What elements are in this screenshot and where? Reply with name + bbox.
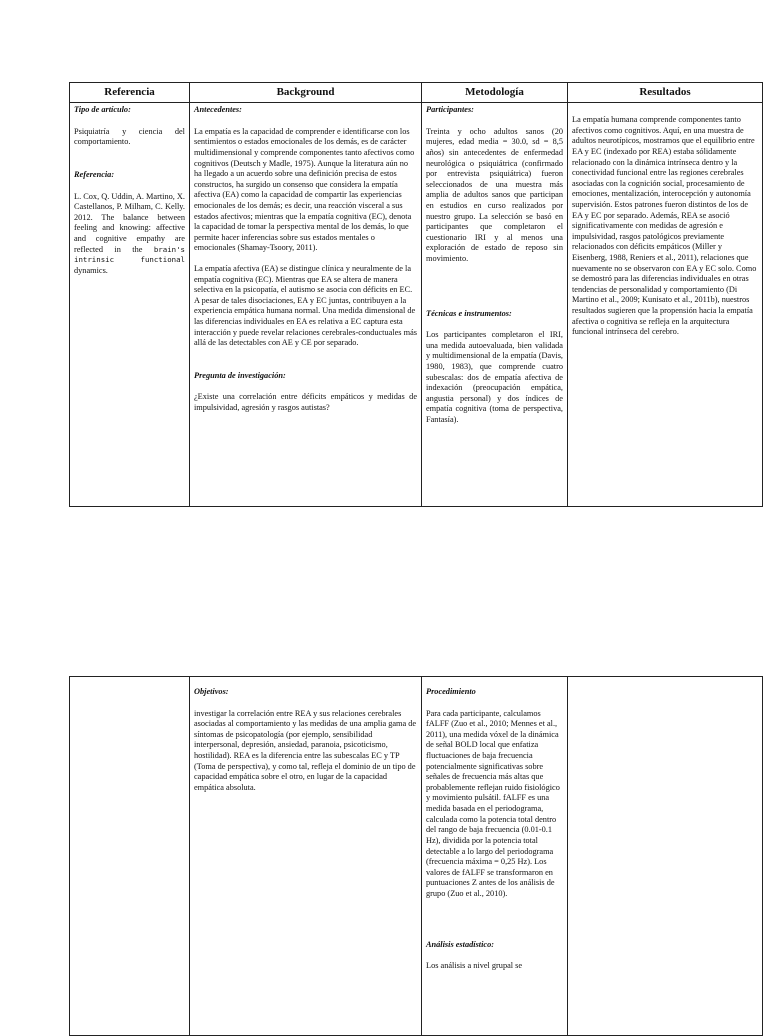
participantes-text: Treinta y ocho adultos sanos (20 mujeres, edad media = 30.0, sd = 8,5 años) sin antecedentes de enfermedad neurológica o psiquiátrica (confirmado por entrevista psiquiátrica) fueron seleccionados de una muestra más amplia de adultos sanos que participan en estudios en curso realizados por nuestro grupo. La selección se basó en participantes que completaron el cuestionario IRI y al menos una exploración de estado de reposo sin movimiento. xyxy=(426,126,563,263)
referencia-text-b: brain's intrinsic functional xyxy=(74,244,185,265)
content-row-2 xyxy=(70,677,763,1036)
referencia-text-c: dynamics. xyxy=(74,265,108,275)
participantes-label: Participantes: xyxy=(426,105,474,115)
cell-objetivos xyxy=(190,677,422,1036)
referencia-text-a: L. Cox, Q. Uddin, A. Martino, X. Castellanos, P. Milham, C. Kelly. 2012. The balance between feeling and knowing: affective and cognitive empathy are reflected in the xyxy=(74,191,185,254)
objetivos-label: Objetivos: xyxy=(194,687,229,696)
cell-metodologia xyxy=(422,103,568,507)
objetivos-text: investigar la correlación entre REA y sus relaciones cerebrales asociadas al comportamiento y las medidas de una amplia gama de síntomas de psicopatología (por ejemplo, sensibilidad interpersonal, depresión, ansiedad, paranoia, psicoticismo, hostilidad). REA es la diferencia entre las subescalas EC y TP (Toma de perspectiva), y como tal, refleja el dominio de un tipo de capacidad empática sobre el otro, en lugar de la capacidad empática absoluta. xyxy=(194,708,417,792)
tipo-articulo-label: Tipo de artículo: xyxy=(74,105,131,115)
referencia-value xyxy=(74,192,185,277)
pregunta-text: ¿Existe una correlación entre déficits empáticos y medidas de impulsividad, agresión y rasgos autistas? xyxy=(194,392,417,413)
summary-table-2 xyxy=(69,676,763,1036)
antecedentes-label: Antecedentes: xyxy=(194,105,242,115)
resultados-text: La empatía humana comprende componentes tanto afectivos como cognitivos. Aquí, en una muestra de adultos neurotípicos, mostramos que el equilibrio entre EA y EC (indexado por REA) estaba sólidamente relacionado con la dinámica intrínseca dentro y la conectividad funcional entre las regiones cerebrales asociadas con la cognición social, procesamiento de emociones, mentalización, interocepción y autonomía supervisión. Estos patrones fueron distintos de los de EA y EC por separado. Además, REA se asoció significativamente con medidas de agresión e impulsividad, rasgos patológicos previamente relacionados con déficits empáticos (Miller y Eisenberg, 1988, Reniers et al., 2011), relaciones que nuevamente no se observaron con EA y EC solo. Como se demostró para las diferencias individuales en otras tendencias de personalidad y comportamiento (Di Martino et al., 2009; Kunisato et al., 2011b), nuestros resultados sugieren que la propensión hacia la empatía afectiva o cognitiva se refleja en la arquitectura funcional intrínseca del cerebro. xyxy=(572,115,757,337)
antecedentes-p1: La empatía es la capacidad de comprender e identificarse con los sentimientos o estados emocionales de los demás, es de carácter multidimensional y comprende componentes tanto afectivos como cognitivos (Deutsch y Madle, 1975). Aunque la literatura aún no ha llegado a un acuerdo sobre una definición precisa de estos constructos, ha surgido un consenso que considera la empatía afectiva (EA) como la capacidad de compartir las experiencias emocionales de los demás; es decir, una reacción visceral a sus estados afectivos; mientras que la empatía cognitiva (EC), denota la capacidad de tomar la perspectiva mental de los demás, lo que permite hacer inferencias sobre sus estados mentales o emocionales (Shamay-Tsoory, 2011). xyxy=(194,126,415,253)
cell-procedimiento xyxy=(422,677,568,1036)
tecnicas-text: Los participantes completaron el IRI, una medida autoevaluada, bien validada y multidimensional de la empatía (Davis, 1980, 1983), que comprende cuatro subescalas: dos de empatía afectiva de indexación (preocupación empática, angustia personal) y dos índices de empatía cognitiva (toma de perspectiva, Fantasía). xyxy=(426,330,563,425)
header-background: Background xyxy=(190,83,422,103)
procedimiento-label: Procedimiento xyxy=(426,687,476,696)
tecnicas-label: Técnicas e instrumentos: xyxy=(426,308,512,318)
cell-resultados xyxy=(568,103,763,507)
header-metodologia: Metodología xyxy=(422,83,568,103)
cell-empty-right xyxy=(568,677,763,1036)
pregunta-label: Pregunta de investigación: xyxy=(194,370,286,380)
header-row xyxy=(70,83,763,103)
cell-background xyxy=(190,103,422,507)
header-referencia: Referencia xyxy=(70,83,190,103)
content-row xyxy=(70,103,763,507)
procedimiento-text: Para cada participante, calculamos fALFF (Zuo et al., 2010; Mennes et al., 2011), una medida vóxel de la dinámica de señal BOLD local que enfatiza fluctuaciones de baja frecuencia potencialmente significativas sobre señales de frecuencia más altas que probablemente reflejan ruido fisiológico y movimiento pulsátil. fALFF es una medida basada en el periodograma, calculada como la potencia total dentro del rango de baja frecuencia (0.01-0.1 Hz), dividida por la potencia total detectable a lo largo del periodograma (frecuencia máxima = 0,25 Hz). Los valores de fALFF se transformaron en puntuaciones Z antes de los análisis de grupo (Zuo et al., 2010). xyxy=(426,708,560,898)
tipo-articulo-value: Psiquiatría y ciencia del comportamiento. xyxy=(74,126,185,147)
summary-table-1 xyxy=(69,82,763,507)
header-resultados: Resultados xyxy=(568,83,763,103)
analisis-label: Análisis estadístico: xyxy=(426,939,494,949)
cell-referencia xyxy=(70,103,190,507)
antecedentes-p2: La empatía afectiva (EA) se distingue clínica y neuralmente de la empatía cognitiva (EC). Mientras que EA se altera de manera selectiva en la psicopatía, el autismo se asocia con déficits en EC. A pesar de tales disociaciones, EA y EC juntas, contribuyen a la experiencia empática humana normal. Una medida dimensional de las diferencias individuales en EA es relativa a EC captura esta interacción y puede revelar relaciones cerebrales-conductuales más allá de las detectables con AE y CE por separado. xyxy=(194,264,417,348)
cell-empty-left xyxy=(70,677,190,1036)
analisis-text: Los análisis a nivel grupal se xyxy=(426,961,523,971)
referencia-label: Referencia: xyxy=(74,169,115,179)
